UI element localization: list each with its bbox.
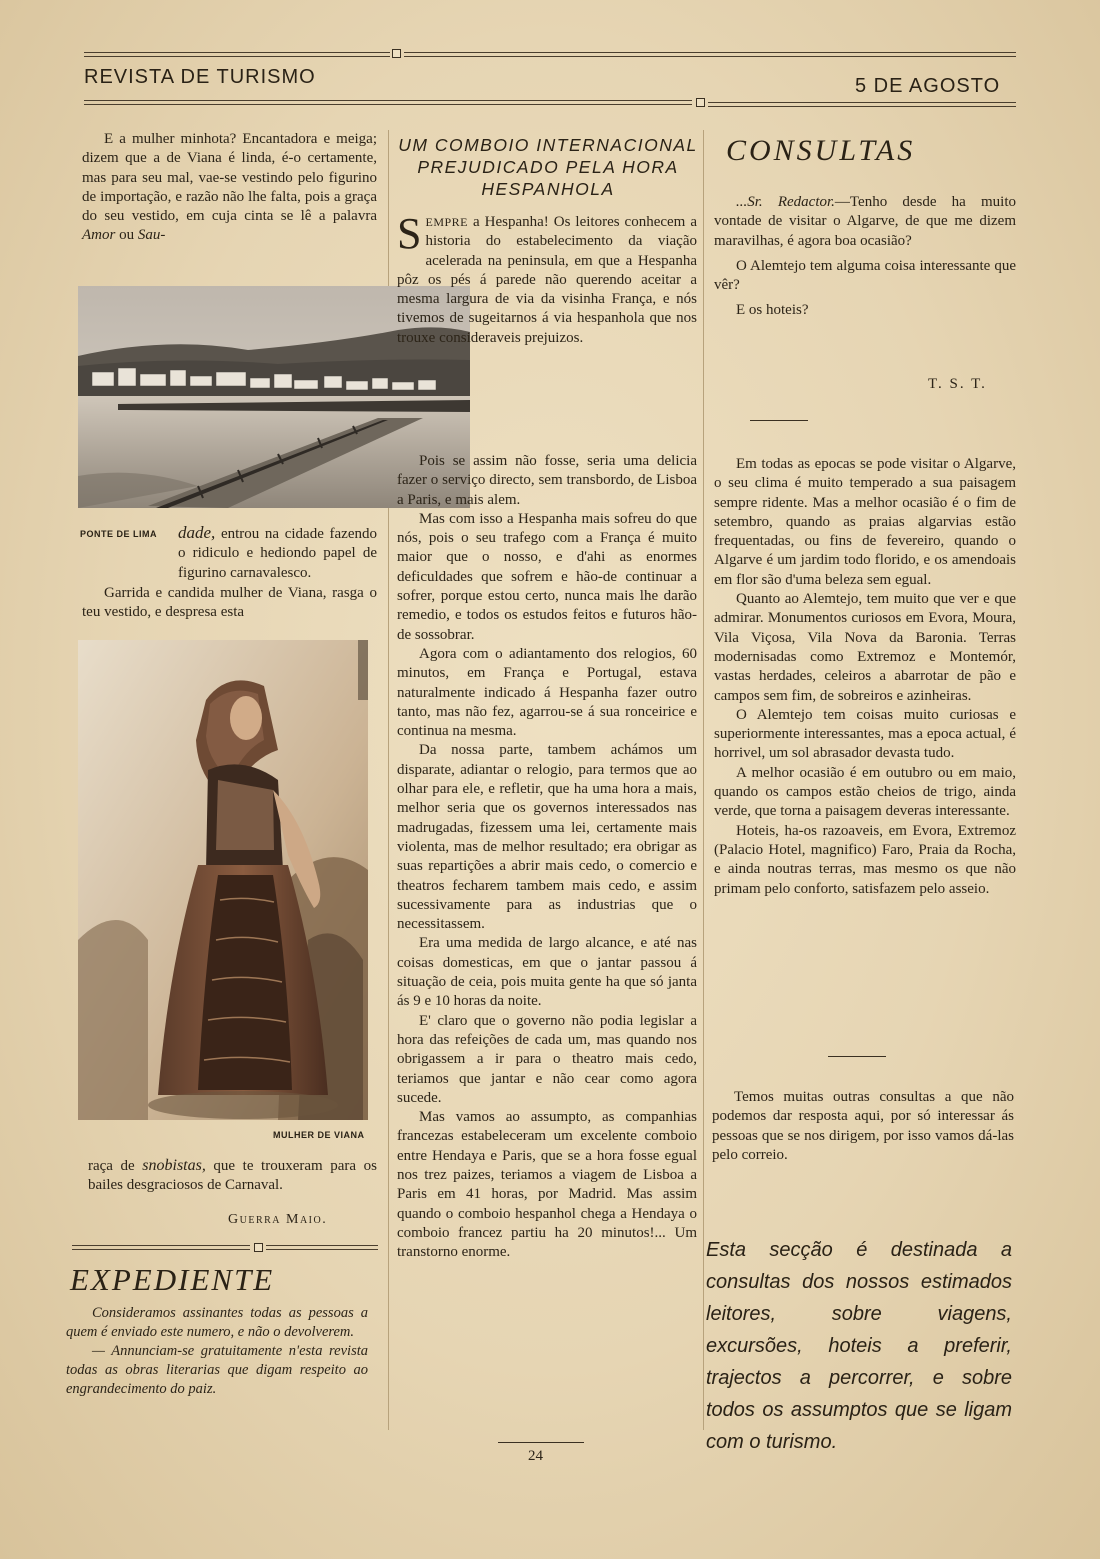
question-3: E os hoteis?	[736, 302, 809, 319]
expediente-body	[66, 1304, 368, 1399]
page-number: 24	[528, 1448, 543, 1464]
header-rule-bottom	[84, 100, 692, 105]
consultas-note	[712, 1088, 1014, 1165]
salutation: ...Sr. Redactor.	[736, 194, 835, 210]
dropcap-s: S	[397, 209, 422, 258]
article-mulher-minhota-intro	[82, 130, 377, 246]
answer-alemtejo-epoca: O Alemtejo tem coisas muito curiosas e superiormente interessantes, mas a epoca actual, é horrivel, um sol abrasador devasta tudo.	[714, 706, 1016, 762]
word-ou: ou	[115, 227, 138, 244]
woman-in-costume-image	[78, 640, 368, 1120]
word-snobistas: snobistas,	[142, 1157, 206, 1174]
question-1: —Tenho desde ha muito vontade de visitar o Algarve, de que me dizem maravilhas, é agora boa ocasião?	[714, 194, 1016, 249]
article-comboio-title: UM COMBOIO INTERNACIONAL PREJUDICADO PELA HORA HESPANHOLA	[398, 135, 698, 199]
answer-melhor-ocasiao: A melhor ocasião é em outubro ou em maio, quando os campos estão cheios de trigo, ainda verde, que torna a paisagem deveras interessante.	[714, 764, 1016, 820]
expediente-title: EXPEDIENTE	[70, 1262, 275, 1297]
expediente-rule-right	[266, 1245, 378, 1250]
ending-text-a: raça de	[88, 1158, 143, 1174]
header-rule-top	[84, 52, 390, 57]
word-amor: Amor	[82, 227, 116, 244]
consultas-section-note: Esta secção é destinada a consultas dos nossos estimados leitores, sobre viagens, excursões, hoteis a preferir, trajectos a percorrer, e sobre todos os assumptos que se ligam com o turismo.	[706, 1239, 1012, 1453]
article-mulher-minhota-ending	[88, 1156, 377, 1196]
answer-algarve: Em todas as epocas se pode visitar o Algarve, o seu clima é muito temperado a sua paisagem sempre ridente. Mas a melhor ocasião é o fim de setembro, quando as praias algarvias estão frequentadas, ou fins de fevereiro, quando o Algarve é um jardim todo florido, e os amendoais em flor são d'uma beleza sem egual.	[714, 456, 1016, 588]
word-dade: dade,	[178, 523, 216, 542]
caption-mulher-de-viana: MULHER DE VIANA	[273, 1130, 365, 1140]
column-divider-right	[703, 130, 704, 1430]
answer-alemtejo: Quanto ao Alemtejo, tem muito que ver e que admirar. Monumentos curiosos em Evora, Moura, Vila Viçosa, Vila Nova da Baronia. Terras modernisadas como Extremoz e Montemór, vastas herdades, celeiros a abarrotar de pão e campos sem fim, de sobreiros e azinheiras.	[714, 591, 1016, 704]
consultas-question-block	[714, 193, 1016, 321]
lead-caps: EMPRE	[425, 215, 468, 229]
article-comboio-lead	[397, 209, 697, 348]
comboio-paragraph-6: Era uma medida de largo alcance, e até nas coisas domesticas, em que o jantar passou á situação de ceia, pois muita gente ha que só janta ás 9 e 10 horas da noite.	[397, 935, 697, 1010]
header-ornament-bottom	[696, 98, 705, 107]
consultas-divider-1	[750, 420, 808, 421]
comboio-paragraph-2: Pois se assim não fosse, seria uma delicia fazer o serviço directo, sem transbordo, de Lisboa a Paris, e mais alem.	[397, 453, 697, 508]
article-mulher-minhota-continued	[178, 523, 377, 583]
question-2: O Alemtejo tem alguma coisa interessante que vêr?	[714, 257, 1016, 294]
expediente-ornament	[254, 1243, 263, 1252]
header-date: 5 DE AGOSTO	[855, 75, 1001, 97]
header-magazine-title: REVISTA DE TURISMO	[84, 66, 316, 88]
article-mulher-minhota-p3	[82, 584, 377, 623]
comboio-paragraph-7: E' claro que o governo não podia legislar a hora das refeições de cada um, mas quando nos obrigassem a ir para o theatro mais cedo, teriamos que jantar e não cear como agora sucede.	[397, 1012, 697, 1106]
comboio-paragraph-5: Da nossa parte, tambem achámos um disparate, adiantar o relogio, para termos que ao olhar para ele, e refletir, que ha uma hora a mais, melhor seria que os governos interessados nas madrugadas, fizessem uma lei, certamente mais violenta, mas de melhor resultado; era obrigar as suas repartições a abrir mais cedo, o comercio e theatros fecharem tambem mais cedo, e assim sucessivamente para as industrias que o necessitassem.	[397, 742, 697, 933]
consultas-answer-block	[714, 455, 1016, 899]
word-saudade-start: Sau-	[137, 227, 166, 244]
signature-guerra-maio: Guerra Maio.	[228, 1212, 328, 1227]
header-ornament-top	[392, 49, 401, 58]
consultas-title: CONSULTAS	[726, 134, 916, 167]
expediente-notice-2: — Annunciam-se gratuitamente n'esta revista todas as obras literarias que digam respeito ao engrandecimento do paiz.	[66, 1343, 368, 1397]
exhortation-text: Garrida e candida mulher de Viana, rasga o teu vestido, e despresa esta	[82, 585, 377, 621]
answer-hoteis: Hoteis, ha-os razoaveis, em Evora, Extremoz (Palacio Hotel, magnifico) Faro, Praia da Rocha, e ainda noutras terras, mas mesmo os que não primam pelo conforto, satisfazem pelo asseio.	[714, 822, 1016, 897]
question-signature: T. S. T.	[928, 376, 987, 392]
comboio-paragraph-3: Mas com isso a Hespanha mais sofreu do que nós, pois o seu trafego com a França é muito maior que o nosso, e d'ahi as enormes deficuldades que sofrem e hão-de continuar a sofrer, porque estou certo, nunca mais lhe darão remedio, e todos os estudos feitos e futuros hão-de sossobrar.	[397, 510, 697, 643]
photo-mulher-de-viana	[78, 640, 368, 1120]
comboio-paragraph-8: Mas vamos ao assumpto, as companhias francezas estabeleceram um excelente comboio entre Hendaya e Paris, que se a hora fosse egual nos trez paizes, teriamos a viagem de Lisboa a Paris em 41 horas, por Madrid. Mas assim quando o comboio hespanhol chega a Hendaya o comboio francez partiu ha 20 minutos!... Um transtorno enorme.	[397, 1109, 697, 1261]
header-rule-top-right	[404, 52, 1016, 57]
consultas-divider-2	[828, 1056, 886, 1057]
comboio-paragraph-4: Agora com o adiantamento dos relogios, 60 minutos, em França e Portugal, estava naturalmente indicado á Hespanha fazer outro tanto, mas não fez, agarrou-se á sua ronceirice e continua na mesma.	[397, 645, 697, 740]
caption-ponte-de-lima: PONTE DE LIMA	[80, 529, 158, 539]
article-comboio-body	[397, 452, 697, 1262]
intro-text: E a mulher minhota? Encantadora e meiga; dizem que a de Viana é linda, é-o certamente, mas para seu mal, vae-se vestindo pelo figurino de importação, e razão não lhe falta, pois a graça do seu vestido, em cuja cinta se lê a palavra	[82, 131, 377, 225]
continued-text: entrou na cidade fazendo o ridiculo e hediondo papel de figurino carnavalesco.	[178, 526, 377, 581]
lead-text-a: a Hespanha! Os leitores conhecem a historia do estabelecimento da viação acelerada na peninsula, em que a Hespanha pôz os pés á parede não querendo aceitar a mesma largura de via da visinha França, e nós tivemos de sugeitarnos á via hespanhola que nos trouxe consideraveis prejuizos.	[397, 214, 697, 346]
note-text: Temos muitas outras consultas a que não podemos dar resposta aqui, por só interessar ás pessoas que se nos dirigem, por isso vamos dá-las pelo correio.	[712, 1089, 1014, 1163]
expediente-notice-1: Consideramos assinantes todas as pessoas a quem é enviado este numero, e não o devolverem.	[66, 1305, 368, 1340]
header-rule-bottom-right	[708, 102, 1016, 107]
expediente-rule	[72, 1245, 250, 1250]
ending-text-b: que te trouxeram para os bailes desgraciosos de Carnaval.	[88, 1158, 377, 1194]
footer-rule	[498, 1442, 584, 1443]
